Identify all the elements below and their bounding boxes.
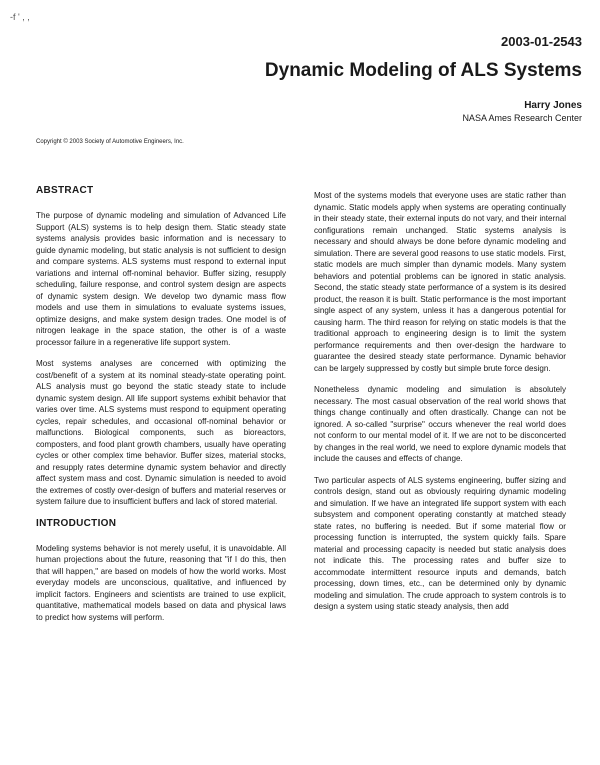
copyright-notice: Copyright © 2003 Society of Automotive Engineers, Inc. [36,139,184,145]
right-column [314,190,566,623]
author-name: Harry Jones [524,100,582,111]
right-paragraph-3: Two particular aspects of ALS systems engineering, buffer sizing and controls design, stand out as obviously requiring dynamic modeling and simulation. If we have an integrated life support system with each subsystem and component operating constantly at matched steady state rates, no buffering is needed. But if some material flow or processing function is interrupted, the system quickly fails. Spare material and processing capacity is needed but static analysis does not indicate this. The processing rates and buffer size to accommodate intermittent resource inputs and demands, batch processing, down times, etc., can be determined only by dynamic modeling and simulation. The crude approach to system controls is to design a system using static steady analysis, then add [314,475,566,611]
abstract-paragraph-1: The purpose of dynamic modeling and simulation of Advanced Life Support (ALS) systems is to help design them. Static steady state systems analysis provides basic information and is necessary to guide dynamic modeling, but static analysis is not sufficient to design and compare systems. ALS systems must respond to external input variations and internal off-nominal behavior. Buffer sizing, resupply scheduling, failure response, and control system design are aspects of dynamic system design. We develop two dynamic mass flow models and use them in simulations to evaluate systems issues, optimize designs, and make system design trades. One model is of nitrogen leakage in the space station, the other is of a waste processor failure in a regenerative life support system. [36,211,286,347]
affiliation: NASA Ames Research Center [462,113,582,123]
paper-title: Dynamic Modeling of ALS Systems [264,60,582,81]
introduction-heading: INTRODUCTION [36,517,117,529]
right-paragraph-2: Nonetheless dynamic modeling and simulation is absolutely necessary. The most casual observation of the real world shows that things change continually and often drastically. Change can not be ignored. A so-called "surprise" occurs whenever the real world does not conform to our mental model of it. If we are not to be disconcerted by changes in the real world, we need to explore dynamic models that include the causes and effects of change. [314,385,566,463]
corner-mark: -f ' , , [10,12,30,22]
abstract-heading: ABSTRACT [36,185,94,196]
right-paragraph-1: Most of the systems models that everyone uses are static rather than dynamic. Static models apply when systems are operating continually in their steady state, their external inputs do not vary, and their internal configurations remain unchanged. Static systems analysis is necessary and should always be done before dynamic modeling and simulation. There are several good reasons to use static models. First, static models are much simpler than dynamic models. Many system behaviors and potential problems can be ignored in static analysis. Second, the static steady state performance of a system is its desired product, the reason it is built. Static performance is the most important single aspect of any system, unless it has a dangerous potential for causing harm. The third reason for relying on static models is that the traditional approach to engineering design is to limit the system performance requirements and then over-design the hardware to guarantee the desired steady state performance. Dynamic behavior can be largely suppressed by costly but simple brute force design. [314,191,566,373]
introduction-paragraph-1: Modeling systems behavior is not merely useful, it is unavoidable. All human projections about the future, reasoning that "if I do this, then that will happen," are based on models of how the world works. Most everyday models are unconscious, qualitative, and influenced by implicit factors. Engineers and scientists are trained to use explicit, quantitative, mathematical models based on data and physical laws to predict how systems will perform. [36,543,286,622]
abstract-paragraph-2: Most systems analyses are concerned with optimizing the cost/benefit of a system at its nominal steady-state operating point. ALS analysis must go beyond the static steady state to include dynamic system design. All life support systems exhibit behavior that varies over time. ALS systems must respond to equipment operating cycles, repair schedules, and occasional off-nominal behavior or malfunctions. Biological components, such as bioreactors, composters, and food plant growth chambers, usually have operating cycles or other complex time behavior. Buffer sizes, material stocks, and resupply rates determine dynamic system behavior and directly affect system mass and cost. Dynamic simulation is needed to avoid the extremes of costly over-design of buffers and material reserves or system failure due to insufficient buffers and lack of stored material. [36,359,286,506]
paper-number: 2003-01-2543 [501,34,582,49]
left-column [36,185,286,633]
